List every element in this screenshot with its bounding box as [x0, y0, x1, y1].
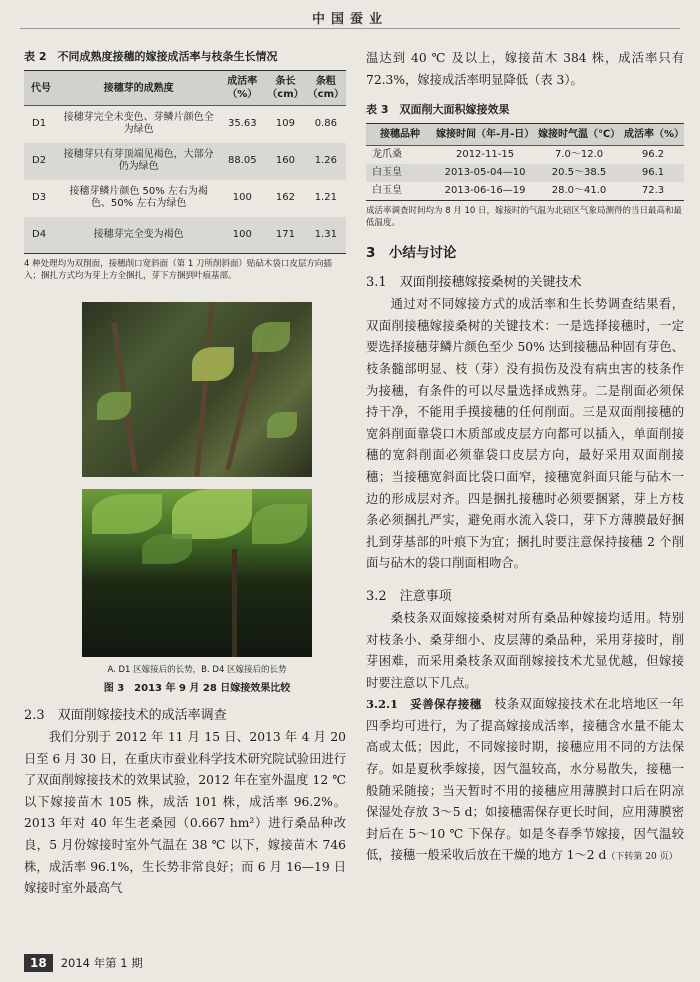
table-row [24, 217, 346, 254]
leaf-shape [267, 412, 297, 438]
leaf-shape [97, 392, 131, 420]
figure-subcaption: A. D1 区嫁接后的长势，B. D4 区嫁接后的长势 [107, 665, 287, 675]
table2-cell-length: 109 [275, 118, 295, 130]
table2-cell-length: 160 [275, 155, 295, 166]
table-row [366, 146, 684, 165]
figure-caption: 图 3 2013 年 9 月 28 日嫁接效果比较 [103, 683, 291, 694]
table2-cell-length: 171 [265, 217, 305, 254]
table2-header: 条粗（cm） [306, 71, 346, 106]
table3-cell-variety: 白玉皇 [372, 167, 402, 179]
table3-cell-rate: 96.1 [641, 167, 665, 179]
table-row [366, 182, 684, 201]
table3-cell-date: 2012-11-15 [455, 149, 515, 161]
table2-cell-desc: 接穗芽完全变为褐色 [58, 217, 219, 254]
section-heading-3: 3 小结与讨论 [366, 245, 457, 262]
table-row [24, 106, 346, 143]
issue-label: 2014 年第 1 期 [60, 956, 143, 970]
table2-cell-thick: 1.26 [314, 155, 337, 166]
table2-cell-desc: 接穗芽鳞片颜色 50% 左右为褐色、50% 左右为绿色 [69, 186, 208, 209]
paragraph-continued: 温达到 40 ℃ 及以上，嫁接苗木 384 株，成活率只有 72.3%，嫁接成活率明显降低（表 3）。 [366, 51, 684, 87]
table2-header: 代号 [24, 71, 58, 106]
stem-shape [194, 302, 214, 477]
table3-cell-rate: 72.3 [622, 182, 684, 201]
leaf-shape [92, 494, 162, 534]
table2-cell-desc: 接穗芽只有芽顶端见褐色，大部分仍为绿色 [63, 149, 214, 172]
leaf-shape [172, 489, 252, 539]
table3-cell-temp: 28.0～41.0 [536, 182, 622, 201]
leaf-shape [142, 534, 192, 564]
table3-header: 嫁接时气温（℃） [536, 124, 622, 146]
table3-header: 成活率（%） [622, 124, 684, 146]
table2-cell-code: D4 [24, 217, 58, 254]
table-row [366, 164, 684, 182]
table3-cell-date: 2013-05-04—10 [444, 167, 526, 179]
paragraph-3-2: 桑枝条双面嫁接桑树对所有桑品种嫁接均适用。特别对枝条小、桑芽细小、皮层薄的桑品种，采用芽接时，削芽困难，而采用桑枝条双面削嫁接技术尤显优越，但嫁接时要注意以下几点。 [366, 610, 684, 690]
paragraph-3-1: 通过对不同嫁接方式的成活率和生长势调查结果看，双面削接穗嫁接桑树的关键技术：一是选择接穗时，一定要选择接穗芽鳞片颜色至少 50% 达到接穗品种固有芽色、枝条髓部明显、枝（芽）没有损伤及没有病虫害的枝条作为接穗，有条件的可以尽量选择成熟芽。二是削面必须保持干净，不能用手摸接穗的任何削面。三是双面削接穗的宽斜削面靠袋口木质部或皮层方向都可以插入，单面削接穗的宽斜削面必须靠袋口皮层方向，最好采用双面削接穗；当接穗宽斜面比袋口面窄，接穗宽斜面只能与砧木一边的形成层对齐。四是捆扎接穗时必须要捆紧，芽上方枝条必须捆扎严实，避免雨水流入袋口，芽下方薄膜最好捆扎到芽基部的叶痕下为宜；捆扎时要注意保持接穗 2 个削面与砧木的袋口削面相吻合。 [366, 297, 684, 571]
stem-shape [232, 549, 237, 657]
runin-heading-3-2-1: 3.2.1 妥善保存接穗 [366, 697, 482, 712]
continued-note: （下转第 20 页） [606, 852, 678, 863]
table3-cell-date: 2013-06-16—19 [434, 182, 536, 201]
section-heading-3-2: 3.2 注意事项 [366, 588, 452, 604]
table2-header: 条长（cm） [265, 71, 305, 106]
page-footer [24, 954, 143, 972]
table3-header: 接穗品种 [366, 124, 434, 146]
photo-d4-growth [82, 489, 312, 657]
paragraph-2-3: 我们分别于 2012 年 11 月 15 日、2013 年 4 月 20 日至 6 月 30 日，在重庆市蚕业科学技术研究院试验田进行了双面削嫁接技术的效果试验，2012 年在室外温度 12 ℃ 以下嫁接苗木 105 株，成活 101 株，成活率 96.2%。2013 年对 40 年生老桑园（0.667 hm²）进行桑品种改良，5 月份嫁接时室外气温在 38 ℃ 以下，嫁接苗木 746 株，成活率 96.1%，生长势非常良好；而 6 月 16—19 日嫁接时室外最高气 [24, 730, 346, 896]
table2-cell-thick: 1.21 [314, 192, 337, 203]
table3 [366, 123, 684, 201]
right-column [366, 48, 684, 869]
table3-cell-rate: 96.2 [641, 149, 665, 161]
table2-cell-desc: 接穗芽完全未变色、芽鳞片颜色全为绿色 [63, 112, 214, 136]
table-row [24, 180, 346, 217]
table2-cell-thick: 1.31 [306, 217, 346, 254]
table2 [24, 70, 346, 254]
table3-header: 嫁接时间（年-月-日） [434, 124, 536, 146]
table3-cell-temp: 20.5～38.5 [551, 167, 607, 179]
table3-cell-variety: 龙爪桑 [372, 149, 402, 161]
table2-cell-code: D3 [32, 192, 47, 203]
table2-cell-code: D1 [32, 118, 47, 130]
section-heading-2-3: 2.3 双面削嫁接技术的成活率调查 [24, 708, 227, 723]
table3-caption: 表 3 双面削大面积嫁接效果 [366, 103, 510, 117]
table2-cell-rate: 88.05 [227, 155, 257, 166]
leaf-shape [252, 322, 290, 352]
table3-cell-temp: 7.0～12.0 [554, 149, 604, 161]
table-row [24, 143, 346, 180]
left-column [24, 48, 346, 900]
table3-cell-variety: 白玉皇 [366, 182, 434, 201]
table2-cell-thick: 0.86 [314, 118, 337, 130]
table3-note: 成活率调查时间均为 8 月 10 日，嫁接时的气温为北碚区气象局测得的当日最高和最低温度。 [366, 206, 683, 229]
figure-3 [82, 302, 312, 694]
header-rule [20, 28, 680, 29]
table2-header: 接穗芽的成熟度 [58, 71, 219, 106]
table2-header: 成活率（%） [219, 71, 265, 106]
section-heading-3-1: 3.1 双面削接穗嫁接桑树的关键技术 [366, 275, 582, 291]
table2-cell-code: D2 [32, 155, 47, 166]
table2-cell-length: 162 [275, 192, 295, 203]
paragraph-3-2-1 [366, 694, 684, 869]
paragraph-3-2-1-text: 枝条双面嫁接技术在北培地区一年四季均可进行，为了提高嫁接成活率，接穗含水量不能太高或太低；因此，不同嫁接时期，接穗应用不同的方法保存。如是夏秋季嫁接，因气温较高，水分易散失，接穗一般随采随接；当天暂时不用的接穗应用薄膜封口后在阴凉保湿处存放 3～5 d；如接穗需保存更长时间，应用薄膜密封后在 5～10 ℃ 下保存。如是冬春季节嫁接，因气温较低，接穗一般采收后放在干燥的地方 1～2 d [366, 697, 684, 863]
leaf-shape [252, 504, 307, 544]
table2-note: 4 种处理均为双削面，接穗削口宽斜面（第 1 刀所削斜面）贴砧木袋口皮层方向插入；捆扎方式均为芽上方全捆扎，芽下方捆到叶痕基部。 [24, 259, 332, 281]
table2-cell-rate: 35.63 [227, 118, 257, 130]
photo-d1-growth [82, 302, 312, 477]
table2-cell-rate: 100 [219, 217, 265, 254]
table2-caption: 表 2 不同成熟度接穗的嫁接成活率与枝条生长情况 [24, 50, 278, 63]
leaf-shape [192, 347, 234, 381]
table2-cell-rate: 100 [232, 192, 252, 203]
page-number: 18 [24, 954, 53, 972]
running-head: 中国蚕业 [311, 12, 388, 27]
